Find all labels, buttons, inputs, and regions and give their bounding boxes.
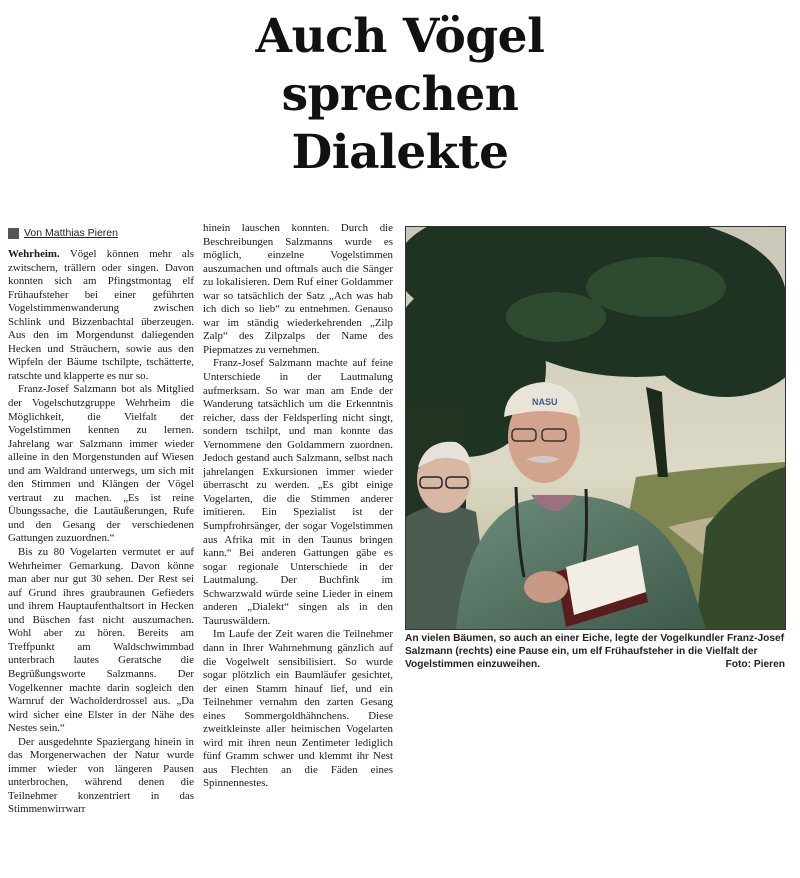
article-column-1	[8, 248, 194, 817]
paragraph: Der ausgedehnte Spaziergang hinein in das Morgenerwachen der Natur wurde immer wieder von längeren Pausen unterbrochen, während denen die Teilnehmer konzentriert in das Stimmenwirrwarr	[8, 735, 194, 816]
headline	[180, 8, 620, 182]
photo-credit: Foto: Pieren	[725, 659, 785, 670]
dateline: Wehrheim.	[8, 248, 60, 260]
article-column-2	[203, 222, 393, 791]
paragraph: Bis zu 80 Vogelarten vermutet er auf Wehrheimer Gemarkung. Davon könne man aber nur gut 30 sehen. Der Rest sei auf Grund ihres graubraunen Gefieders und ihrem Hauptaufenthaltsort in Hecken und Büschen fast nicht auszumachen. Wohl aber zu hören. Bereits am Treffpunkt am Waldschwimmbad unterbrach lautes Geratsche die Begrüßungsworte Salzmanns. Der Vogelkenner machte darin sogleich den Warnruf der Wacholderdrossel aus. „Da wird sicher eine Elster in der Nähe des Nestes sein.“	[8, 546, 194, 735]
paragraph	[8, 248, 194, 383]
headline-line-3: Dialekte	[291, 125, 509, 180]
paragraph: Franz-Josef Salzmann bot als Mitglied der Vogelschutzgruppe Wehrheim die Möglichkeit, die Vielfalt der Vogelstimmen kennen zu lernen. Jahrelang war Salzmann immer wieder alleine in den Morgenstunden auf Wiesen und am Waldrand unterwegs, um sich mit den Stimmen und Klängen der Vögel vertraut zu machen. „Es ist reine Übungssache, die Lautäußerungen, Rufe und den Gesang der verschiedenen Gattungen zuzuordnen.“	[8, 383, 194, 545]
photo-caption	[405, 632, 785, 671]
article-photo	[405, 226, 786, 630]
headline-line-2: sprechen	[281, 67, 519, 122]
photo-illustration	[406, 227, 785, 629]
cap-logo: NASU	[532, 397, 558, 407]
byline	[8, 226, 118, 240]
paragraph: Franz-Josef Salzmann machte auf feine Unterschiede in der Lautmalung aufmerksam. So war man am Ende der Wanderung tatsächlich um die Erkenntnis reicher, dass der Feldsperling nicht singt, sondern tschilpt, und man konnte das Vernommene den Goldammern zuordnen. Jedoch gestand auch Salzmann, selbst nach jahrelangen Exkursionen immer wieder überrascht zu werden. „Es gibt einige Vogelarten, die die Stimmen anderer imitieren. Ein Spezialist ist der Sumpfrohrsänger, der sogar Vogelstimmen aus Afrika mit in den Taunus bringen kann.“ Bei anderen Gattungen gäbe es sogar regionale Unterschiede in der Lautmalung. Der Buchfink im Schwarzwald würde seine Lieder in einem anderen „Dialekt“ singen als in den Tauruswäldern.	[203, 357, 393, 627]
byline-square-icon	[8, 228, 19, 239]
paragraph-text: Vögel können mehr als zwitschern, trällern oder singen. Davon konnten sich am Pfingstmontag elf Frühaufsteher bei einer geführten Vogelstimmenwanderung zwischen Schlink und Bizzenbachtal überzeugen. Aus den im Morgendunst daliegenden Hecken und Sträuchern, sowie aus den Wipfeln der Bäume tschilpte, tschätterte, ratschte und klapperte es nur so.	[8, 248, 194, 382]
headline-line-1: Auch Vögel	[255, 9, 545, 64]
paragraph: hinein lauschen konnten. Durch die Beschreibungen Salzmanns wurde es möglich, einzelne Vogelstimmen auszumachen und oftmals auch die Sänger zu lokalisieren. Dem Ruf einer Goldammer war so tatsächlich der Satz „Ach was hab ich dich so lieb“ zu entnehmen. Genauso war im ständig wiederkehrenden „Zilp Zalp“ des Zilpzalps der Name des Piepmatzes zu vernehmen.	[203, 222, 393, 356]
caption-text: An vielen Bäumen, so auch an einer Eiche, legte der Vogelkundler Franz-Josef Salzmann (rechts) eine Pause ein, um elf Frühaufsteher in die Vielfalt der Vogelstimmen einzuweihen.	[405, 633, 785, 670]
paragraph: Im Laufe der Zeit waren die Teilnehmer dann in Ihrer Wahrnehmung gänzlich auf die Vogelwelt sensibilisiert. So wurde sogar plötzlich ein Baumläufer gesichtet, der einen Stamm hinauf lief, und ein Teilnehmer vernahm den zarten Gesang eines Sommergoldhähnchens. Diese zweitkleinste aller heimischen Vogelarten wird mit ihren neun Zentimeter lediglich fünf Gramm schwer und klemmt ihr Nest aus Flechten an die Fäden eines Spinnennestes.	[203, 628, 393, 790]
byline-author: Von Matthias Pieren	[24, 227, 118, 239]
